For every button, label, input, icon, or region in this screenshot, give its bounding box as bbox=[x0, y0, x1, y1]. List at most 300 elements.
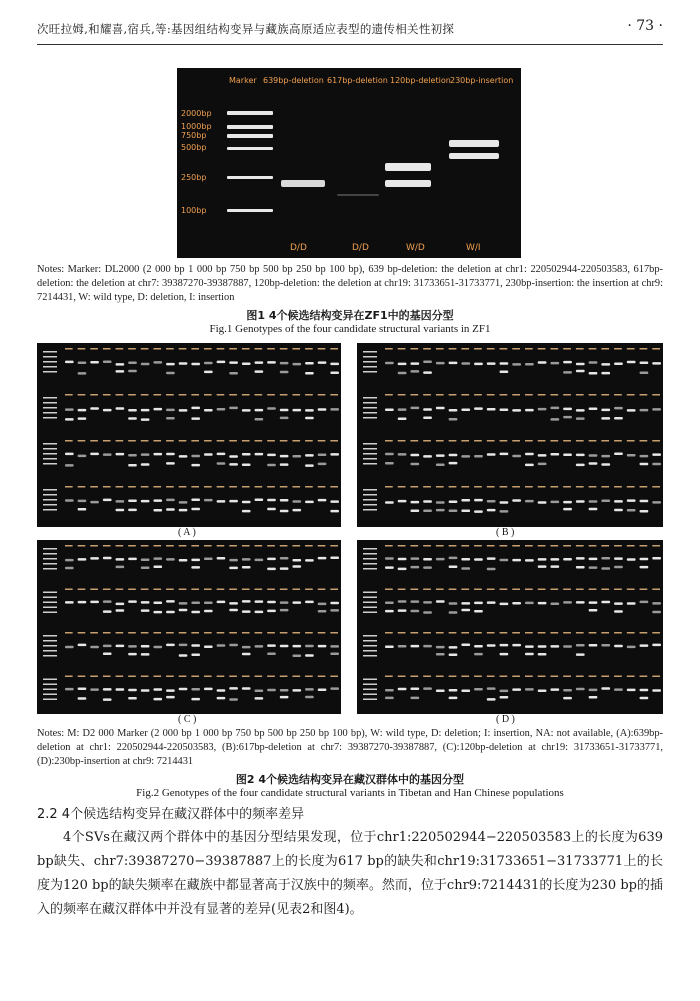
lane-label-mark bbox=[589, 545, 597, 547]
sample-band bbox=[65, 688, 74, 691]
lane-label-mark bbox=[423, 545, 431, 547]
sample-band bbox=[640, 558, 649, 561]
lane-label-mark bbox=[640, 545, 648, 547]
lane-label-mark bbox=[487, 589, 495, 591]
lane-label-mark bbox=[461, 440, 469, 442]
lane-label-mark bbox=[103, 676, 111, 678]
sample-band bbox=[614, 407, 623, 410]
lane-label-mark bbox=[487, 632, 495, 634]
lane-label-mark bbox=[179, 440, 187, 442]
fig1-lane-label-marker: Marker bbox=[229, 76, 257, 85]
sample-band bbox=[550, 362, 559, 365]
lane-label-mark bbox=[255, 632, 263, 634]
lane-label-mark bbox=[242, 676, 250, 678]
sample-band bbox=[229, 361, 238, 364]
lane-label-mark bbox=[500, 632, 508, 634]
lane-label-mark bbox=[90, 486, 98, 488]
sample-band bbox=[267, 508, 276, 511]
marker-band bbox=[43, 592, 57, 594]
sample-band bbox=[318, 645, 327, 648]
lane-label-mark bbox=[305, 440, 313, 442]
lane-label-mark bbox=[640, 348, 648, 350]
sample-band bbox=[153, 698, 162, 701]
lane-label-mark bbox=[410, 440, 418, 442]
lane-label-mark bbox=[153, 589, 161, 591]
sample-band bbox=[538, 501, 547, 504]
lane-label-mark bbox=[318, 676, 326, 678]
lane-label-mark bbox=[385, 545, 393, 547]
marker-band bbox=[43, 371, 57, 373]
lane-label-mark bbox=[601, 545, 609, 547]
lane-label-mark bbox=[423, 676, 431, 678]
lane-label-mark bbox=[398, 440, 406, 442]
lane-label-mark bbox=[474, 486, 482, 488]
fig1-marker-250: 250bp bbox=[181, 173, 207, 182]
lane-label-mark bbox=[191, 632, 199, 634]
lane-label-mark bbox=[204, 486, 212, 488]
lane-label-mark bbox=[436, 394, 444, 396]
lane-label-mark bbox=[229, 676, 237, 678]
lane-label-mark bbox=[449, 632, 457, 634]
marker-band bbox=[363, 689, 377, 691]
marker-band bbox=[363, 371, 377, 373]
lane-label-mark bbox=[576, 676, 584, 678]
sample-band bbox=[191, 698, 200, 701]
sample-band bbox=[191, 464, 200, 467]
lane-label-mark bbox=[563, 589, 571, 591]
sample-band bbox=[153, 361, 162, 364]
sample-band bbox=[153, 453, 162, 456]
sample-band bbox=[474, 610, 483, 613]
sample-band bbox=[292, 509, 301, 512]
fig1-genotype-1: D/D bbox=[290, 243, 307, 253]
sample-band bbox=[242, 510, 251, 513]
sample-band bbox=[78, 455, 87, 458]
lane-label-mark bbox=[525, 394, 533, 396]
lane-label-mark bbox=[525, 589, 533, 591]
sample-band bbox=[563, 361, 572, 364]
lane-label-mark bbox=[423, 486, 431, 488]
sample-band bbox=[385, 610, 394, 613]
sample-band bbox=[116, 509, 125, 512]
lane-label-mark bbox=[627, 676, 635, 678]
marker-band bbox=[363, 397, 377, 399]
lane-label-mark bbox=[141, 589, 149, 591]
sample-band bbox=[255, 611, 264, 614]
sample-band bbox=[640, 409, 649, 412]
marker-band bbox=[43, 402, 57, 404]
marker-band bbox=[363, 407, 377, 409]
sample-band bbox=[487, 557, 496, 560]
marker-band bbox=[363, 443, 377, 445]
lane-label-mark bbox=[103, 589, 111, 591]
figure1-gel-svg bbox=[177, 68, 521, 258]
sample-band bbox=[242, 558, 251, 561]
lane-label-mark bbox=[385, 486, 393, 488]
sample-band bbox=[267, 558, 276, 561]
lane-label-mark bbox=[128, 440, 136, 442]
lane-label-mark bbox=[410, 545, 418, 547]
lane-label-mark bbox=[512, 486, 520, 488]
lane-label-mark bbox=[576, 394, 584, 396]
sample-band bbox=[576, 500, 585, 503]
sample-band bbox=[423, 417, 432, 420]
sample-band bbox=[589, 601, 598, 604]
lane-label-mark bbox=[410, 348, 418, 350]
sample-band bbox=[385, 453, 394, 456]
lane-label-mark bbox=[305, 545, 313, 547]
figure2-caption-zh: 图2 4个候选结构变异在藏汉群体中的基因分型 bbox=[235, 773, 465, 786]
sample-band bbox=[141, 566, 150, 569]
figure2-panel-c-svg bbox=[37, 540, 341, 714]
lane-label-mark bbox=[204, 676, 212, 678]
figure1-caption-zh: 图1 4个候选结构变异在ZF1中的基因分型 bbox=[246, 309, 454, 322]
sample-band bbox=[512, 499, 521, 502]
sample-band bbox=[423, 408, 432, 411]
lane-label-mark bbox=[627, 486, 635, 488]
sample-band bbox=[500, 510, 509, 513]
sample-band bbox=[280, 609, 289, 612]
sample-band bbox=[330, 602, 339, 605]
lane-label-mark bbox=[280, 486, 288, 488]
sample-band bbox=[217, 697, 226, 700]
lane-label-mark bbox=[563, 394, 571, 396]
lane-label-mark bbox=[90, 394, 98, 396]
lane-label-mark bbox=[330, 440, 338, 442]
sample-band bbox=[423, 566, 432, 569]
sample-band bbox=[410, 501, 419, 504]
sample-band bbox=[78, 558, 87, 561]
sample-band bbox=[65, 361, 74, 364]
lane-label-mark bbox=[191, 394, 199, 396]
sample-band bbox=[487, 509, 496, 512]
fig1-lane-label-617: 617bp-deletion bbox=[327, 76, 388, 85]
lane-label-mark bbox=[500, 394, 508, 396]
sample-band bbox=[103, 453, 112, 456]
sample-band bbox=[280, 645, 289, 648]
lane-label-mark bbox=[78, 486, 86, 488]
sample-band bbox=[305, 601, 314, 604]
sample-band bbox=[652, 557, 661, 560]
sample-band bbox=[267, 407, 276, 410]
sample-band bbox=[449, 501, 458, 504]
lane-label-mark bbox=[292, 486, 300, 488]
sample-band bbox=[525, 453, 534, 456]
lane-label-mark bbox=[280, 632, 288, 634]
sample-band bbox=[179, 362, 188, 365]
lane-label-mark bbox=[166, 394, 174, 396]
sample-band bbox=[640, 644, 649, 647]
lane-label-mark bbox=[78, 440, 86, 442]
sample-band bbox=[305, 501, 314, 504]
sample-band bbox=[179, 644, 188, 647]
sample-band bbox=[166, 417, 175, 420]
lane-label-mark bbox=[436, 486, 444, 488]
lane-label-mark bbox=[525, 440, 533, 442]
sample-band bbox=[242, 687, 251, 690]
marker-band bbox=[363, 351, 377, 353]
lane-label-mark bbox=[330, 486, 338, 488]
sample-band bbox=[292, 601, 301, 604]
section-paragraph: 4个SVs在藏汉两个群体中的基因分型结果发现，位于chr1:220502944−220503583上的长度为639 bp缺失、chr7:39387270−39387887上的长度为617 bp的缺失和chr19:31733651−31733771上的长度为120 bp的缺失频率在藏族中都显著高于汉族中的频率。然而，位于chr9:7214431的长度为230 bp的插入的频率在藏汉群体中并没有显著的差异(见表2和图4)。 bbox=[37, 830, 663, 917]
sample-band bbox=[242, 566, 251, 569]
sample-band bbox=[576, 363, 585, 366]
sample-band bbox=[589, 689, 598, 692]
sample-band bbox=[449, 418, 458, 421]
sample-band bbox=[563, 416, 572, 419]
sample-band bbox=[280, 557, 289, 560]
sample-band bbox=[179, 609, 188, 612]
lane-label-mark bbox=[589, 589, 597, 591]
sample-band bbox=[614, 417, 623, 420]
sample-band bbox=[305, 688, 314, 691]
lane-label-mark bbox=[601, 486, 609, 488]
lane-label-mark bbox=[576, 440, 584, 442]
sample-band bbox=[550, 688, 559, 691]
sample-band bbox=[292, 500, 301, 503]
sample-band bbox=[640, 689, 649, 692]
lane-label-mark bbox=[141, 486, 149, 488]
sample-band bbox=[436, 362, 445, 365]
sample-band bbox=[78, 688, 87, 691]
sample-band bbox=[116, 688, 125, 691]
lane-label-mark bbox=[103, 486, 111, 488]
sample-band bbox=[255, 453, 264, 456]
lane-label-mark bbox=[116, 394, 124, 396]
figure2-panel-d-gel bbox=[357, 540, 663, 714]
sample-band bbox=[423, 687, 432, 690]
sample-band bbox=[65, 464, 74, 467]
sample-band bbox=[576, 557, 585, 560]
sample-band bbox=[500, 603, 509, 606]
lane-label-mark bbox=[103, 632, 111, 634]
sample-band bbox=[627, 558, 636, 561]
sample-band bbox=[550, 602, 559, 605]
marker-band bbox=[43, 361, 57, 363]
sample-band bbox=[229, 463, 238, 466]
lane-label-mark bbox=[217, 632, 225, 634]
lane-label-mark bbox=[191, 348, 199, 350]
sample-band bbox=[627, 409, 636, 412]
lane-label-mark bbox=[330, 676, 338, 678]
sample-band bbox=[601, 409, 610, 412]
sample-band bbox=[229, 609, 238, 612]
lane-label-mark bbox=[255, 545, 263, 547]
sample-band bbox=[305, 654, 314, 657]
lane-label-mark bbox=[614, 440, 622, 442]
sample-band bbox=[449, 689, 458, 692]
sample-band bbox=[305, 417, 314, 420]
lane-label-mark bbox=[267, 676, 275, 678]
sample-band bbox=[116, 363, 125, 366]
sample-band bbox=[461, 644, 470, 647]
sample-band bbox=[65, 408, 74, 411]
sample-band bbox=[267, 499, 276, 502]
lane-label-mark bbox=[292, 589, 300, 591]
lane-label-mark bbox=[78, 632, 86, 634]
sample-band bbox=[166, 689, 175, 692]
lane-label-mark bbox=[128, 394, 136, 396]
lane-label-mark bbox=[242, 545, 250, 547]
sample-band bbox=[627, 689, 636, 692]
sample-band bbox=[217, 361, 226, 364]
lane-label-mark bbox=[90, 348, 98, 350]
lane-label-mark bbox=[280, 589, 288, 591]
marker-band bbox=[363, 607, 377, 609]
lane-label-mark bbox=[204, 545, 212, 547]
lane-label-mark bbox=[449, 589, 457, 591]
lane-label-mark bbox=[398, 394, 406, 396]
lane-label-mark bbox=[627, 394, 635, 396]
lane-label-mark bbox=[436, 676, 444, 678]
sample-band bbox=[229, 602, 238, 605]
sample-band bbox=[410, 566, 419, 569]
lane-label-mark bbox=[318, 589, 326, 591]
sample-band bbox=[280, 567, 289, 570]
sample-band bbox=[217, 689, 226, 692]
lane-label-mark bbox=[267, 545, 275, 547]
sample-band bbox=[512, 559, 521, 562]
lane-label-mark bbox=[461, 348, 469, 350]
sample-band bbox=[179, 409, 188, 412]
lane-label-mark bbox=[103, 545, 111, 547]
sample-band bbox=[398, 500, 407, 503]
marker-band bbox=[363, 592, 377, 594]
sample-band bbox=[500, 409, 509, 412]
sample-band bbox=[449, 362, 458, 365]
lane-label-mark bbox=[128, 348, 136, 350]
sample-band bbox=[423, 558, 432, 561]
sample-band bbox=[563, 689, 572, 692]
lane-label-mark bbox=[292, 632, 300, 634]
marker-band bbox=[363, 504, 377, 506]
sample-band bbox=[128, 653, 137, 656]
marker-band bbox=[43, 602, 57, 604]
lane-label-mark bbox=[128, 589, 136, 591]
sample-band bbox=[538, 558, 547, 561]
lane-label-mark bbox=[179, 394, 187, 396]
sample-band bbox=[280, 696, 289, 699]
lane-label-mark bbox=[652, 589, 660, 591]
lane-label-mark bbox=[512, 589, 520, 591]
lane-label-mark bbox=[305, 589, 313, 591]
lane-label-mark bbox=[474, 348, 482, 350]
sample-band bbox=[280, 463, 289, 466]
sample-band bbox=[500, 501, 509, 504]
sample-band bbox=[191, 654, 200, 657]
sample-band bbox=[525, 645, 534, 648]
lane-label-mark bbox=[242, 486, 250, 488]
sample-band bbox=[267, 568, 276, 571]
lane-label-mark bbox=[242, 632, 250, 634]
lane-label-mark bbox=[385, 440, 393, 442]
lane-label-mark bbox=[423, 632, 431, 634]
sample-band bbox=[166, 600, 175, 603]
sample-band bbox=[292, 565, 301, 568]
sample-band bbox=[78, 500, 87, 503]
lane-label-mark bbox=[589, 486, 597, 488]
sample-band bbox=[128, 558, 137, 561]
lane-label-mark bbox=[153, 676, 161, 678]
lane-label-mark bbox=[330, 632, 338, 634]
sample-band bbox=[512, 602, 521, 605]
lane-label-mark bbox=[512, 676, 520, 678]
sample-band bbox=[103, 688, 112, 691]
sample-band bbox=[525, 409, 534, 412]
sample-band bbox=[525, 464, 534, 467]
marker-band bbox=[43, 453, 57, 455]
sample-band bbox=[385, 462, 394, 465]
lane-label-mark bbox=[229, 440, 237, 442]
running-title: 次旺拉姆,和耀喜,宿兵,等:基因组结构变异与藏族高原适应表型的遗传相关性初探 bbox=[37, 22, 455, 36]
lane-label-mark bbox=[267, 589, 275, 591]
lane-label-mark bbox=[449, 486, 457, 488]
lane-label-mark bbox=[589, 632, 597, 634]
sample-band bbox=[576, 464, 585, 467]
sample-band bbox=[563, 558, 572, 561]
lane-label-mark bbox=[166, 589, 174, 591]
sample-band bbox=[449, 409, 458, 412]
sample-band bbox=[128, 499, 137, 502]
sample-band bbox=[436, 646, 445, 649]
sample-band bbox=[191, 499, 200, 502]
marker-band bbox=[363, 494, 377, 496]
sample-band bbox=[436, 463, 445, 466]
lane-label-mark bbox=[78, 545, 86, 547]
sample-band bbox=[116, 453, 125, 456]
sample-band bbox=[153, 509, 162, 512]
lane-label-mark bbox=[229, 545, 237, 547]
marker-band bbox=[363, 684, 377, 686]
lane-label-mark bbox=[280, 676, 288, 678]
sample-band bbox=[601, 372, 610, 375]
sample-band bbox=[242, 409, 251, 412]
sample-band bbox=[191, 508, 200, 511]
sample-band bbox=[318, 689, 327, 692]
sample-band bbox=[410, 557, 419, 560]
figure2-notes: Notes: M: D2 000 Marker (2 000 bp 1 000 bp 750 bp 500 bp 250 bp 100 bp), W: wild type, D: deletion; I: insertion, NA: not available, (A):639bp-deletion at chr1: 220502944-220503583, (B):617bp-deletion at chr7: 39387270-39387887, (C):120bp-deletion at chr19: 31733651-31733771, (D):230bp-insertion at chr9: 7214431 bbox=[37, 728, 663, 767]
sample-band bbox=[652, 611, 661, 614]
sample-band bbox=[242, 610, 251, 613]
sample-band bbox=[141, 453, 150, 456]
sample-band bbox=[614, 500, 623, 503]
sample-band bbox=[563, 408, 572, 411]
lane-label-mark bbox=[166, 440, 174, 442]
marker-band bbox=[363, 640, 377, 642]
sample-band bbox=[461, 690, 470, 693]
sample-band bbox=[563, 645, 572, 648]
lane-label-mark bbox=[385, 632, 393, 634]
sample-band bbox=[103, 645, 112, 648]
marker-band bbox=[43, 694, 57, 696]
sample-band bbox=[474, 602, 483, 605]
sample-band bbox=[410, 610, 419, 613]
lane-label-mark bbox=[255, 440, 263, 442]
figure2-panel-d-label: ( D ) bbox=[496, 714, 515, 725]
sample-band bbox=[153, 611, 162, 614]
sample-band bbox=[242, 363, 251, 366]
sample-band bbox=[280, 455, 289, 458]
sample-band bbox=[525, 559, 534, 562]
sample-band bbox=[204, 610, 213, 613]
sample-band bbox=[90, 361, 99, 364]
sample-band bbox=[410, 687, 419, 690]
sample-band bbox=[436, 509, 445, 512]
sample-band bbox=[116, 566, 125, 569]
lane-label-mark bbox=[65, 440, 73, 442]
marker-band bbox=[43, 689, 57, 691]
lane-label-mark bbox=[538, 676, 546, 678]
